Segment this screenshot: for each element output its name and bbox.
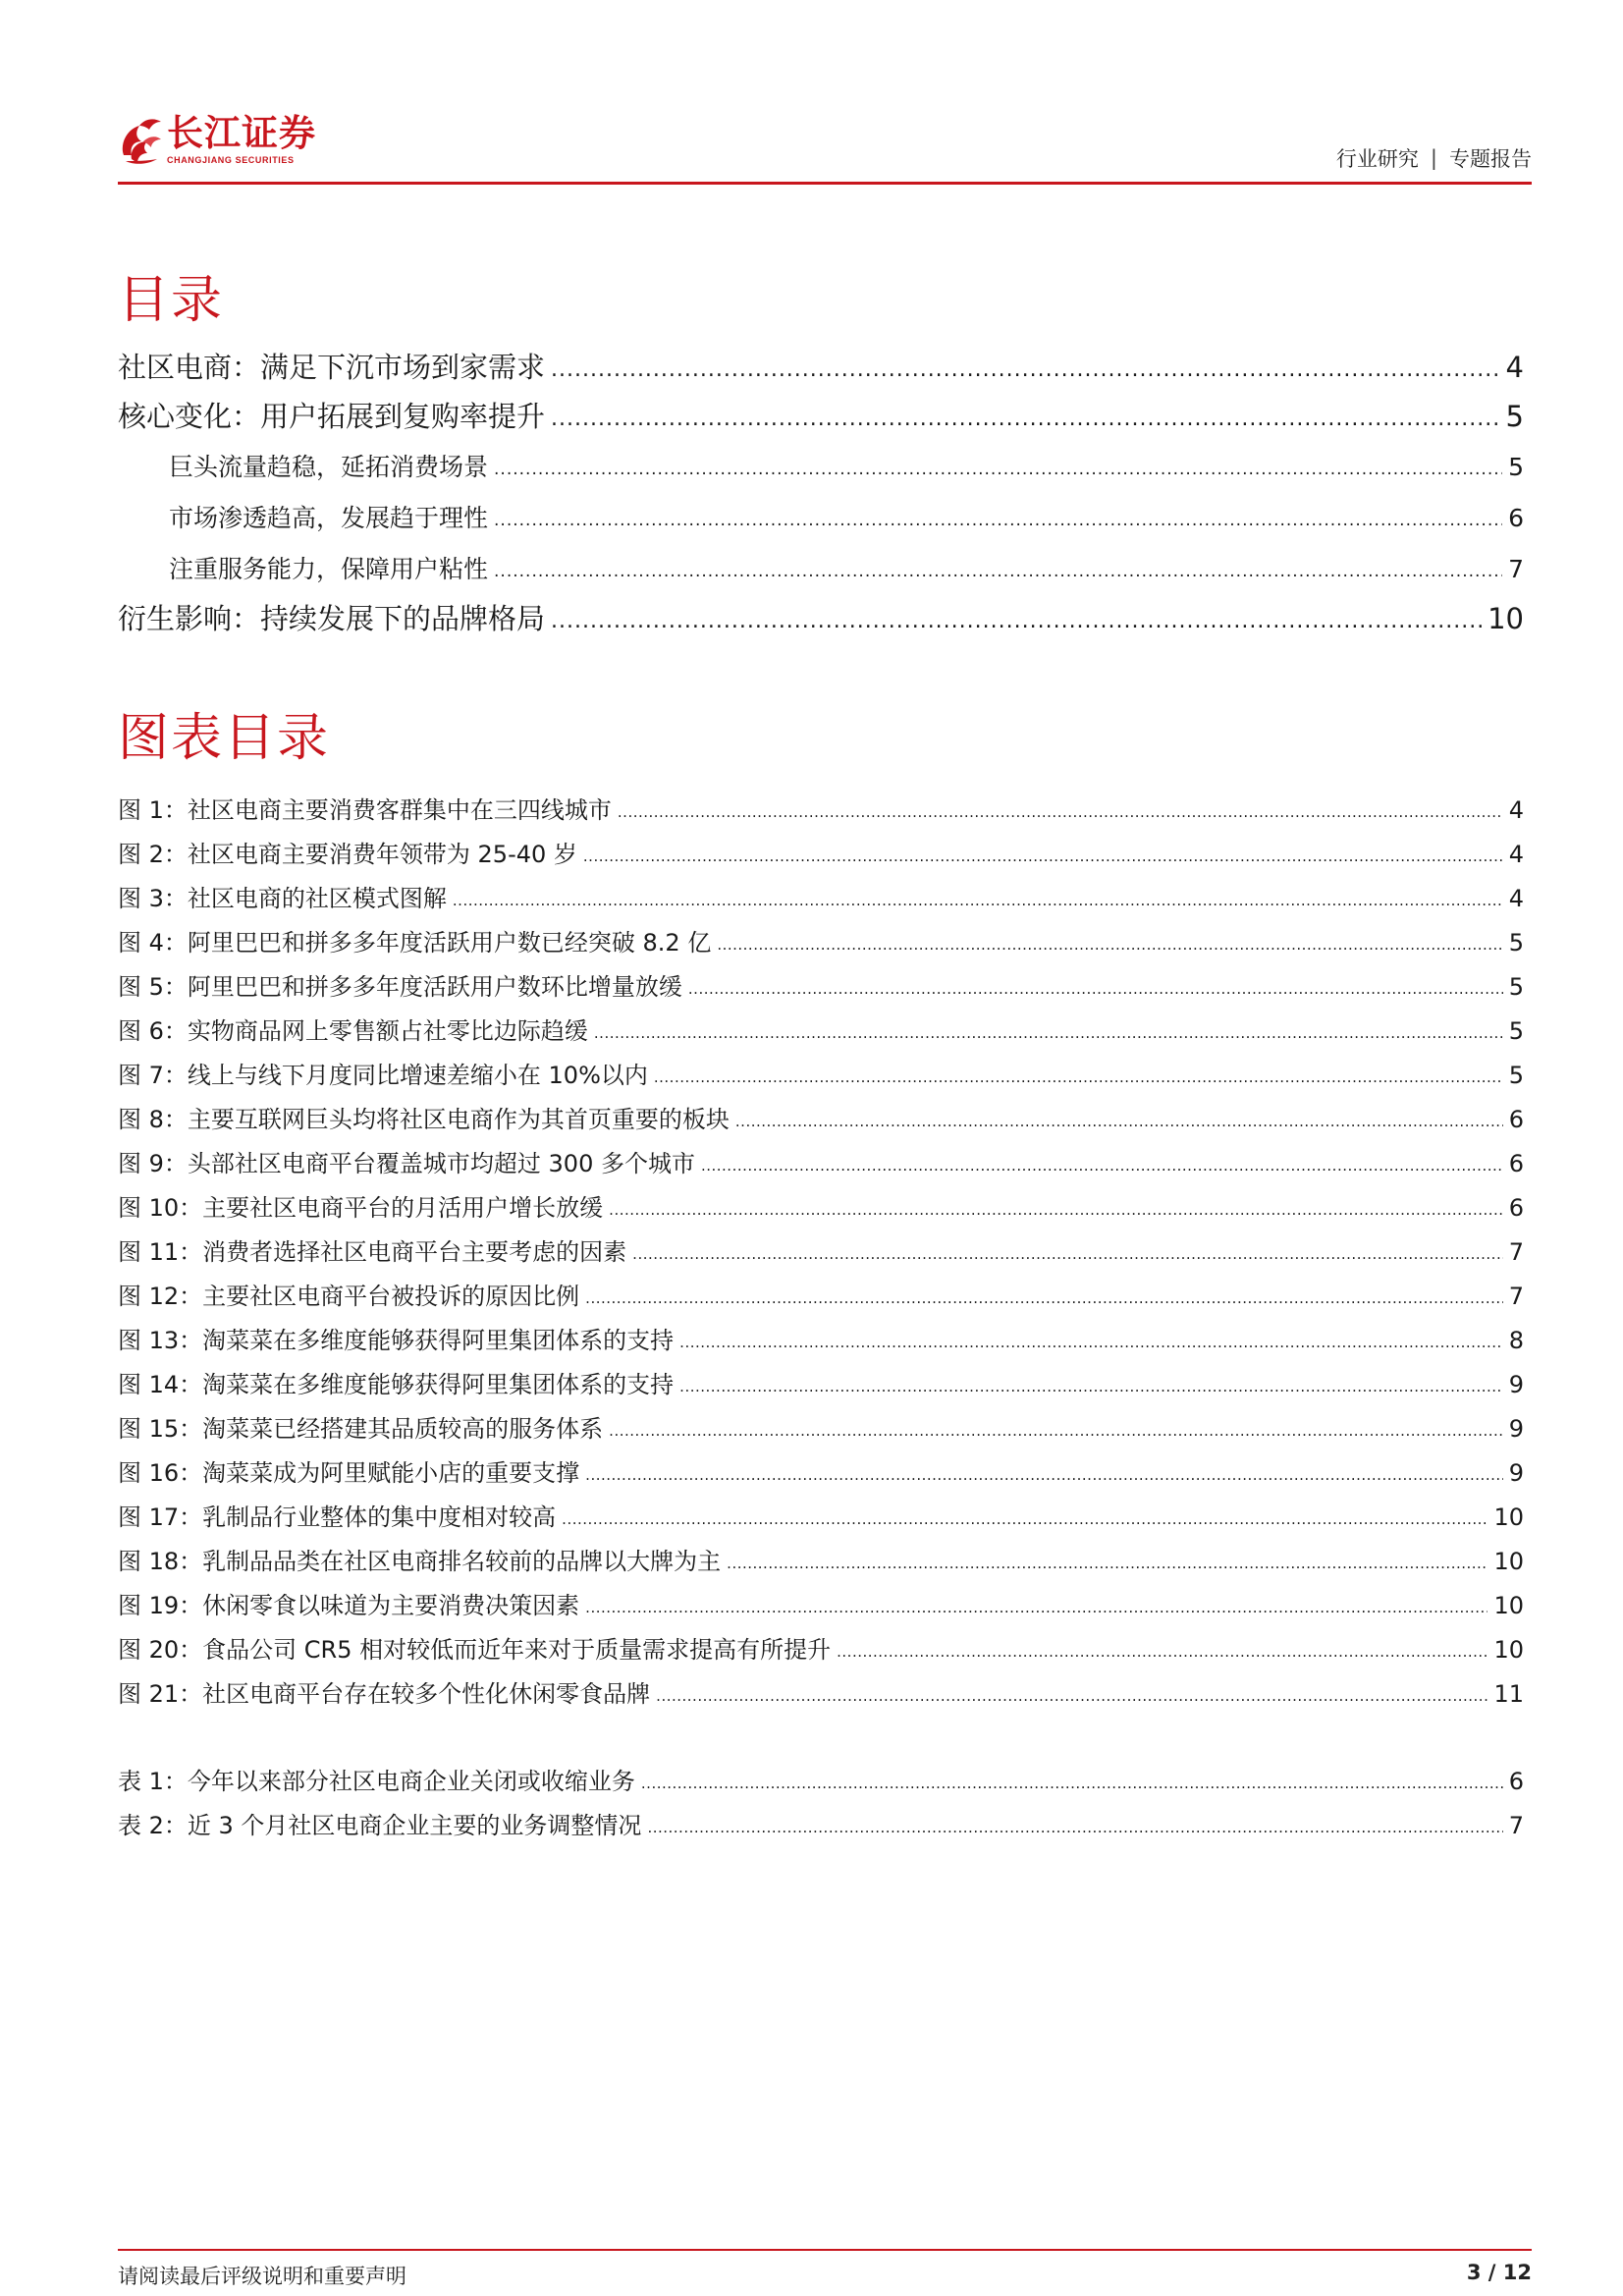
figure-entry-page: 6	[1508, 1194, 1524, 1222]
figure-entry-label: 图 18：乳制品品类在社区电商排名较前的品牌以大牌为主	[118, 1548, 722, 1575]
toc-item-label: 核心变化：用户拓展到复购率提升	[118, 400, 546, 433]
figure-entry-page: 9	[1508, 1459, 1524, 1487]
company-logo	[118, 114, 316, 173]
leader-dots	[656, 1679, 1488, 1707]
figure-entry-page: 4	[1508, 796, 1524, 824]
figure-entry-page: 7	[1508, 1283, 1524, 1310]
figure-entry[interactable]	[118, 1100, 1524, 1134]
figure-entry-label: 图 2：社区电商主要消费年领带为 25-40 岁	[118, 841, 577, 868]
figure-entry-page: 11	[1493, 1680, 1524, 1708]
figure-entry[interactable]	[118, 879, 1524, 913]
report-type-label: 专题报告	[1449, 147, 1532, 171]
figure-entry[interactable]	[118, 967, 1524, 1002]
leader-dots	[735, 1105, 1503, 1132]
figure-entry[interactable]	[118, 1498, 1524, 1532]
leader-dots	[494, 452, 1502, 480]
figure-entry[interactable]	[118, 1188, 1524, 1223]
figure-entry-page: 4	[1508, 841, 1524, 868]
leader-dots	[551, 350, 1500, 383]
table-entry-page: 6	[1508, 1768, 1524, 1795]
leader-dots	[609, 1193, 1503, 1221]
figure-entry-page: 8	[1508, 1327, 1524, 1354]
leader-dots	[551, 399, 1500, 432]
leader-dots	[494, 503, 1502, 531]
figure-entry-page: 7	[1508, 1238, 1524, 1266]
leader-dots	[562, 1503, 1488, 1530]
toc-item-label: 衍生影响：持续发展下的品牌格局	[118, 602, 546, 635]
logo-chinese-name: 长江证券	[167, 112, 316, 154]
leader-dots	[618, 795, 1503, 823]
figure-entry-label: 图 6：实物商品网上零售额占社零比边际趋缓	[118, 1017, 588, 1045]
figure-entry[interactable]	[118, 1674, 1524, 1709]
page-header	[118, 114, 1532, 185]
toc-item-label: 社区电商：满足下沉市场到家需求	[118, 351, 546, 384]
figure-entry-label: 图 4：阿里巴巴和拼多多年度活跃用户数已经突破 8.2 亿	[118, 929, 712, 957]
toc-item[interactable]	[118, 597, 1524, 637]
leader-dots	[688, 972, 1503, 1000]
figure-entry[interactable]	[118, 835, 1524, 869]
toc-subitem-label: 注重服务能力，保障用户粘性	[169, 555, 489, 583]
leader-dots	[632, 1237, 1503, 1265]
toc-subitem-page: 5	[1508, 453, 1524, 481]
figure-entry-label: 图 19：休闲零食以味道为主要消费决策因素	[118, 1592, 580, 1619]
figure-entry-page: 5	[1508, 973, 1524, 1001]
footer-disclaimer: 请阅读最后评级说明和重要声明	[118, 2265, 406, 2288]
leader-dots	[717, 928, 1502, 956]
figure-entry[interactable]	[118, 1011, 1524, 1046]
figure-entry-label: 图 8：主要互联网巨头均将社区电商作为其首页重要的板块	[118, 1106, 730, 1133]
toc-title: 目录	[118, 271, 225, 330]
toc-item-page: 10	[1488, 602, 1524, 635]
figure-entry-page: 10	[1493, 1592, 1524, 1619]
figure-entry[interactable]	[118, 1232, 1524, 1267]
figure-entry-label: 图 12：主要社区电商平台被投诉的原因比例	[118, 1283, 580, 1310]
figure-entry-page: 5	[1508, 1017, 1524, 1045]
table-entry[interactable]	[118, 1806, 1524, 1840]
figure-entry[interactable]	[118, 1453, 1524, 1488]
figure-entry-label: 图 10：主要社区电商平台的月活用户增长放缓	[118, 1194, 604, 1222]
figure-entry[interactable]	[118, 1365, 1524, 1399]
leader-dots	[551, 601, 1482, 634]
footer-divider	[118, 2249, 1532, 2251]
figure-entry-label: 图 3：社区电商的社区模式图解	[118, 885, 447, 912]
leader-dots	[453, 884, 1503, 911]
figure-entry-label: 图 15：淘菜菜已经搭建其品质较高的服务体系	[118, 1415, 604, 1443]
figure-entry-label: 图 16：淘菜菜成为阿里赋能小店的重要支撑	[118, 1459, 580, 1487]
figure-entry[interactable]	[118, 1586, 1524, 1620]
figure-entry-label: 图 14：淘菜菜在多维度能够获得阿里集团体系的支持	[118, 1371, 675, 1398]
figure-entry-label: 图 7：线上与线下月度同比增速差缩小在 10%以内	[118, 1062, 648, 1089]
figure-entry[interactable]	[118, 1321, 1524, 1355]
toc-subitem-label: 巨头流量趋稳，延拓消费场景	[169, 453, 489, 481]
leader-dots	[679, 1370, 1503, 1397]
leader-dots	[837, 1635, 1488, 1663]
toc-subitem-page: 6	[1508, 504, 1524, 532]
header-separator: |	[1430, 146, 1437, 170]
figure-entry[interactable]	[118, 1277, 1524, 1311]
figure-entry[interactable]	[118, 1409, 1524, 1444]
figure-entry-page: 9	[1508, 1371, 1524, 1398]
logo-english-name: CHANGJIANG SECURITIES	[167, 155, 295, 165]
leader-dots	[585, 1458, 1503, 1486]
figure-entry-label: 图 13：淘菜菜在多维度能够获得阿里集团体系的支持	[118, 1327, 675, 1354]
figure-entry-label: 图 5：阿里巴巴和拼多多年度活跃用户数环比增量放缓	[118, 973, 682, 1001]
figure-entry[interactable]	[118, 1056, 1524, 1090]
figure-entry-page: 10	[1493, 1503, 1524, 1531]
figure-entry-label: 图 20：食品公司 CR5 相对较低而近年来对于质量需求提高有所提升	[118, 1636, 832, 1664]
figure-entry-label: 图 1：社区电商主要消费客群集中在三四线城市	[118, 796, 612, 824]
toc-subitem[interactable]	[169, 448, 1524, 483]
phoenix-logo-icon	[118, 116, 163, 167]
figure-entry-page: 10	[1493, 1636, 1524, 1664]
leader-dots	[701, 1149, 1503, 1176]
report-category	[1336, 143, 1532, 173]
leader-dots	[641, 1767, 1503, 1794]
toc-item-page: 5	[1505, 400, 1524, 433]
figure-entry[interactable]	[118, 1630, 1524, 1665]
table-entry[interactable]	[118, 1762, 1524, 1796]
figure-entry-label: 图 9：头部社区电商平台覆盖城市均超过 300 多个城市	[118, 1150, 695, 1177]
leader-dots	[727, 1547, 1488, 1574]
toc-subitem[interactable]	[169, 550, 1524, 585]
figure-entry-page: 6	[1508, 1106, 1524, 1133]
figures-title: 图表目录	[118, 709, 331, 768]
figure-entry-label: 图 17：乳制品行业整体的集中度相对较高	[118, 1503, 557, 1531]
figure-entry[interactable]	[118, 1542, 1524, 1576]
page-number: 3 / 12	[1466, 2261, 1532, 2284]
toc-item-page: 4	[1505, 351, 1524, 384]
figure-entry-page: 6	[1508, 1150, 1524, 1177]
figure-entry-page: 10	[1493, 1548, 1524, 1575]
leader-dots	[494, 554, 1502, 582]
table-entry-page: 7	[1508, 1812, 1524, 1839]
figure-entry-page: 5	[1508, 929, 1524, 957]
leader-dots	[654, 1061, 1503, 1088]
toc-subitem-page: 7	[1508, 555, 1524, 583]
leader-dots	[679, 1326, 1503, 1353]
header-divider	[118, 182, 1532, 185]
leader-dots	[594, 1016, 1503, 1044]
leader-dots	[609, 1414, 1503, 1442]
leader-dots	[647, 1811, 1502, 1838]
table-entry-label: 表 1：今年以来部分社区电商企业关闭或收缩业务	[118, 1768, 635, 1795]
figure-entry-label: 图 11：消费者选择社区电商平台主要考虑的因素	[118, 1238, 627, 1266]
table-entry-label: 表 2：近 3 个月社区电商企业主要的业务调整情况	[118, 1812, 642, 1839]
figure-entry-page: 4	[1508, 885, 1524, 912]
toc-subitem[interactable]	[169, 499, 1524, 534]
toc-subitem-label: 市场渗透趋高，发展趋于理性	[169, 504, 489, 532]
toc-item[interactable]	[118, 395, 1524, 435]
category-label: 行业研究	[1335, 147, 1419, 171]
leader-dots	[585, 1591, 1488, 1618]
figure-entry[interactable]	[118, 1144, 1524, 1178]
leader-dots	[583, 840, 1503, 867]
leader-dots	[585, 1282, 1503, 1309]
figure-entry-page: 5	[1508, 1062, 1524, 1089]
figure-entry[interactable]	[118, 791, 1524, 825]
figure-entry[interactable]	[118, 923, 1524, 957]
toc-item[interactable]	[118, 346, 1524, 386]
figure-entry-page: 9	[1508, 1415, 1524, 1443]
figure-entry-label: 图 21：社区电商平台存在较多个性化休闲零食品牌	[118, 1680, 651, 1708]
